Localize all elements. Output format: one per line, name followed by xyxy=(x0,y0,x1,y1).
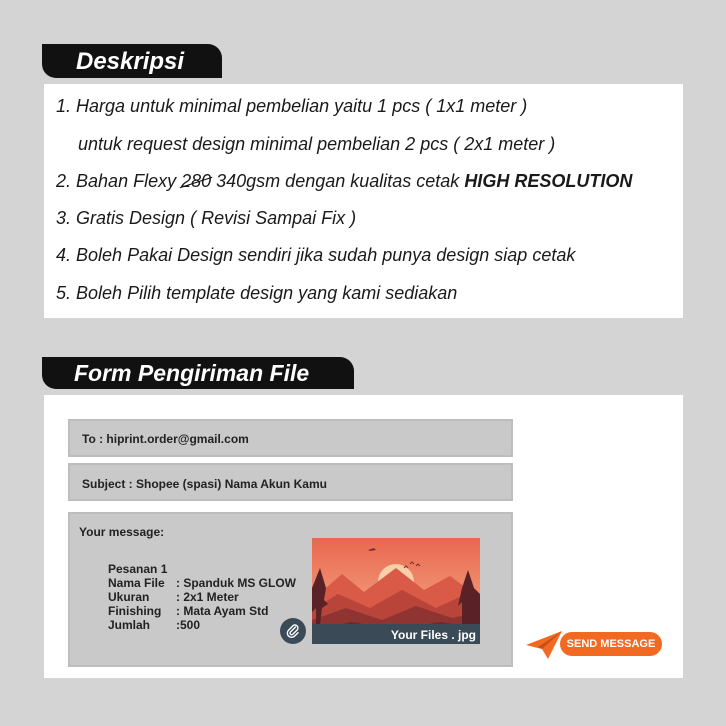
description-item-4: 4. Boleh Pakai Design sendiri jika sudah punya design siap cetak xyxy=(56,245,576,265)
send-message-label: SEND MESSAGE xyxy=(560,632,662,656)
order-field: Nama File : Spanduk MS GLOW xyxy=(108,576,296,590)
attachment-filename: Your Files . jpg xyxy=(390,628,476,642)
description-item-2: 2. Bahan Flexy 280 340gsm dengan kualitas cetak HIGH RESOLUTION xyxy=(56,171,633,191)
description-item-5: 5. Boleh Pilih template design yang kami sediakan xyxy=(56,283,458,303)
attachment-thumbnail[interactable] xyxy=(312,538,480,644)
order-field: Finishing : Mata Ayam Std xyxy=(108,604,269,618)
message-label: Your message: xyxy=(79,525,165,539)
order-details xyxy=(108,562,296,632)
order-field: Ukuran : 2x1 Meter xyxy=(108,590,239,604)
paper-plane-icon xyxy=(524,627,564,661)
description-title: Deskripsi xyxy=(42,44,222,78)
subject-field[interactable]: Subject : Shopee (spasi) Nama Akun Kamu xyxy=(68,463,513,501)
description-item-3: 3. Gratis Design ( Revisi Sampai Fix ) xyxy=(56,208,357,228)
message-field[interactable] xyxy=(68,512,513,667)
order-title: Pesanan 1 xyxy=(108,562,168,576)
form-title: Form Pengiriman File xyxy=(42,357,354,389)
order-field: Jumlah :500 xyxy=(108,618,201,632)
struck-value: 280 xyxy=(181,171,212,191)
to-field[interactable]: To : hiprint.order@gmail.com xyxy=(68,419,513,457)
send-message-button[interactable] xyxy=(524,627,666,661)
paperclip-icon[interactable] xyxy=(280,618,306,644)
description-item-1-continued: untuk request design minimal pembelian 2 pcs ( 2x1 meter ) xyxy=(78,134,556,154)
description-item-1: 1. Harga untuk minimal pembelian yaitu 1 pcs ( 1x1 meter ) xyxy=(56,96,528,116)
